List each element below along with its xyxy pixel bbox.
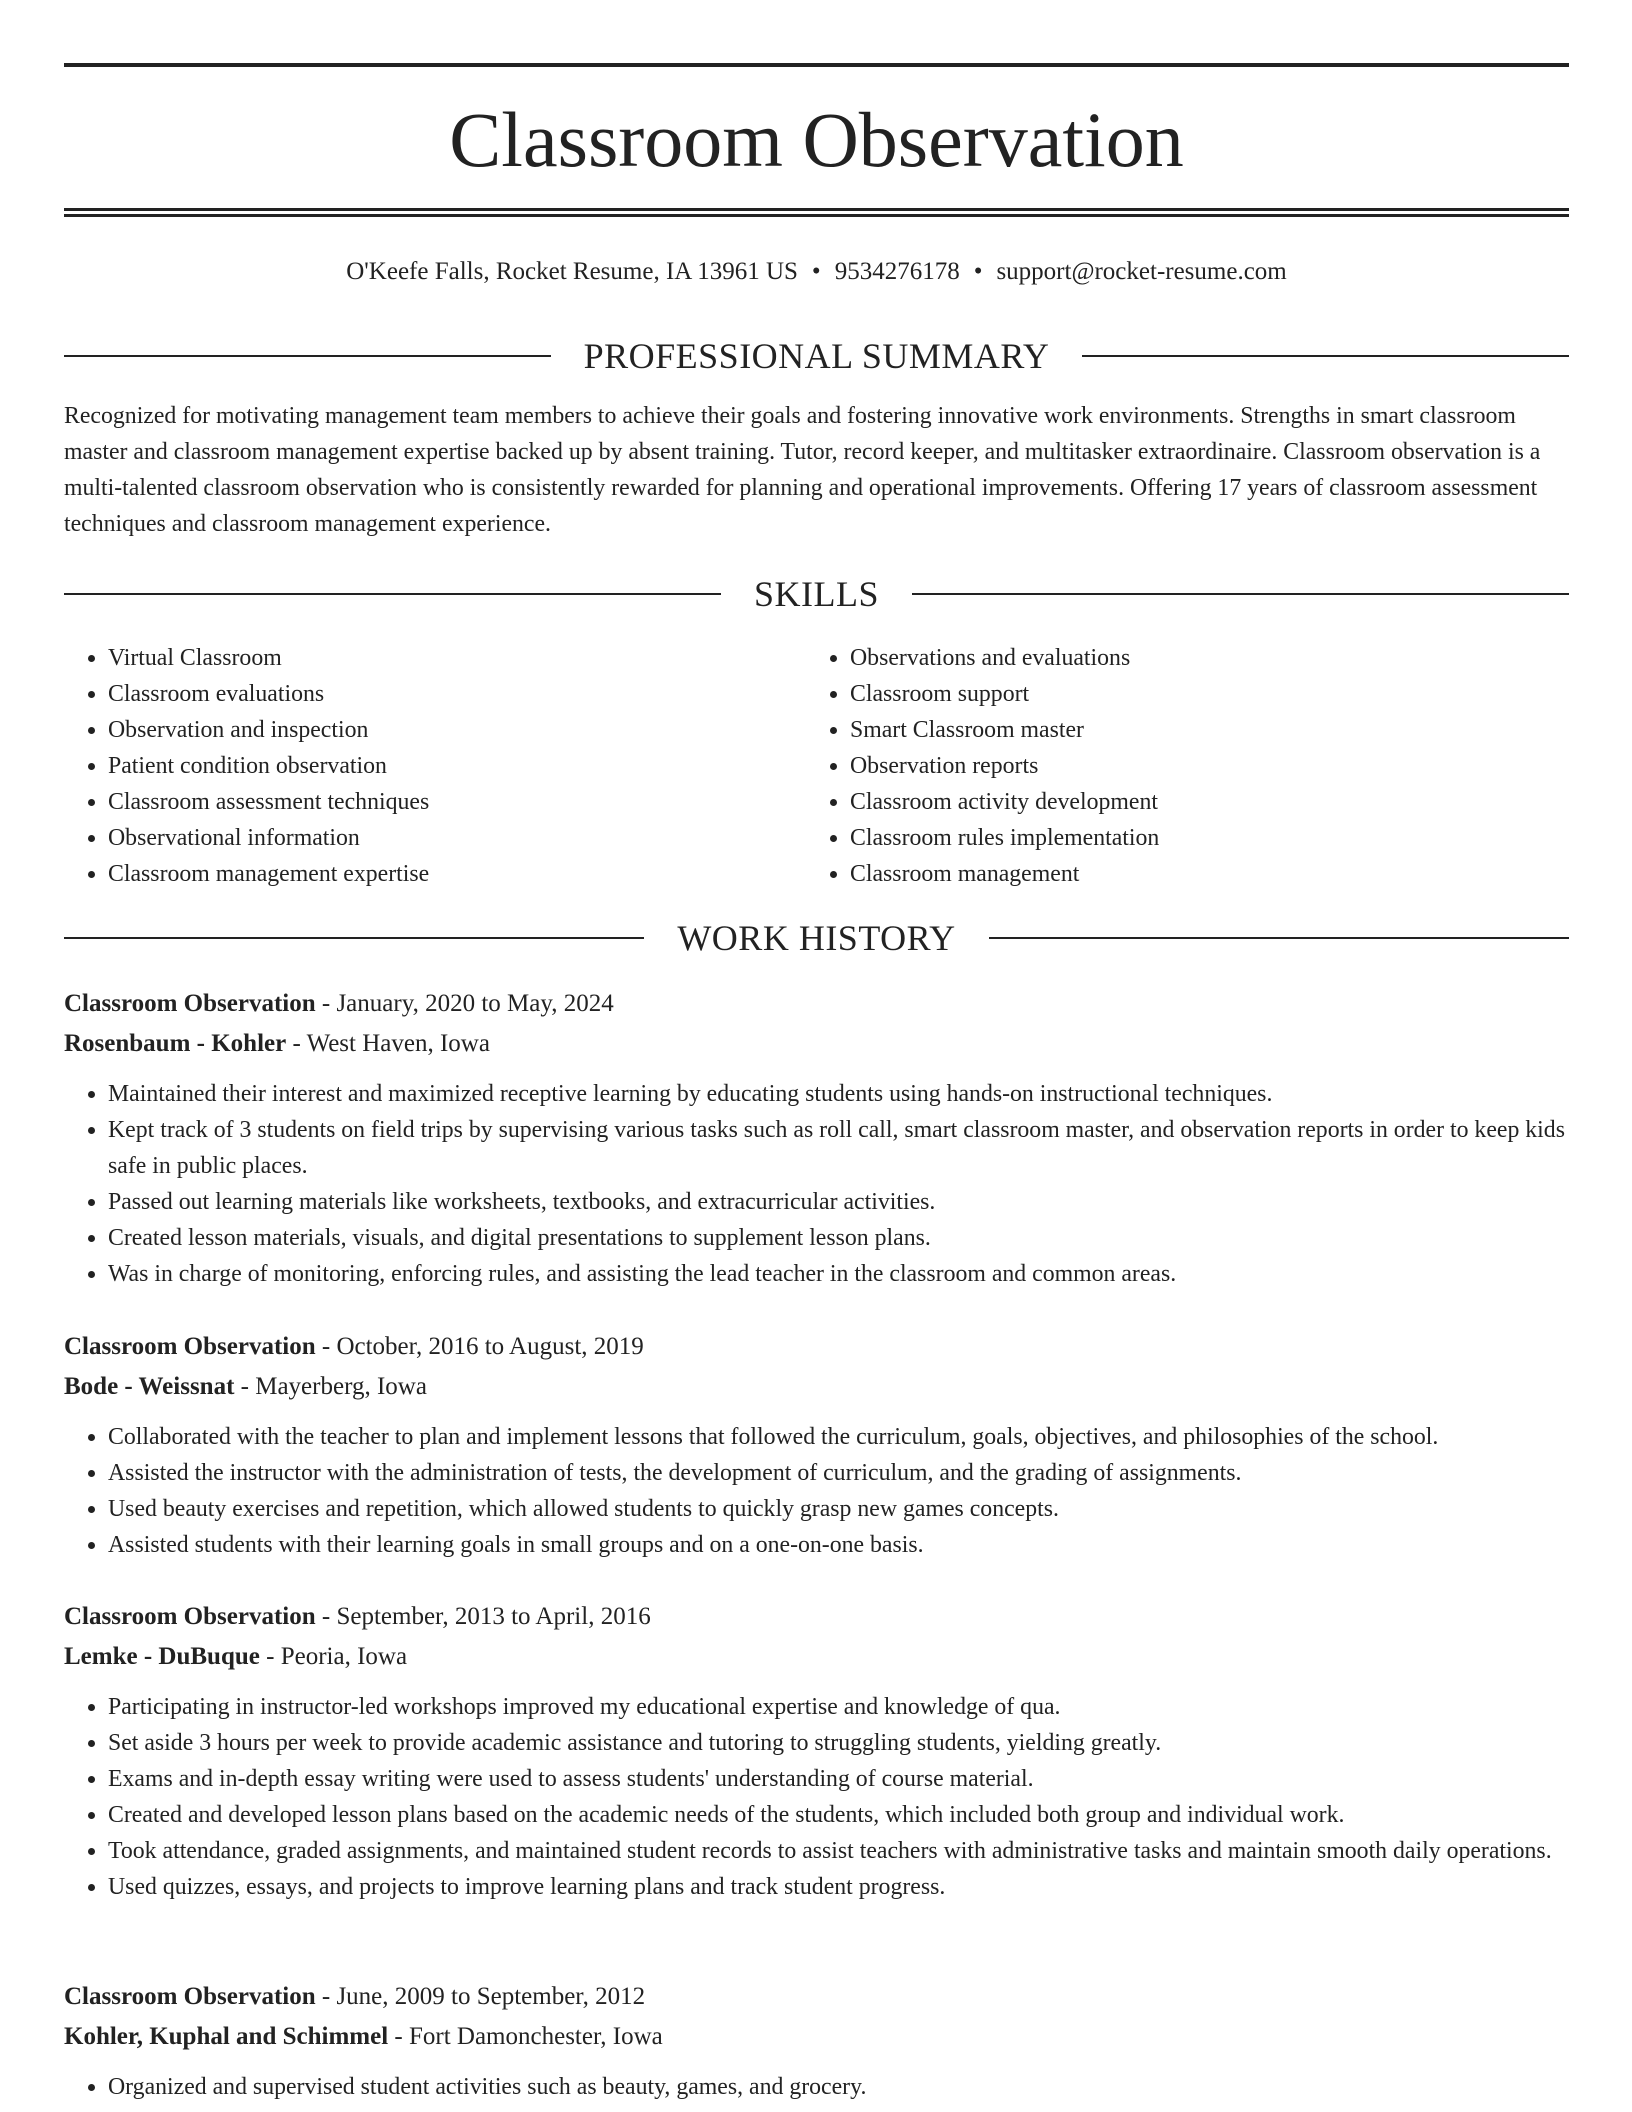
divider-line — [1082, 355, 1569, 357]
skill-item: • Virtual Classroom — [108, 640, 806, 676]
job-bullets — [64, 2069, 1569, 2105]
job-location: - Peoria, Iowa — [259, 1643, 408, 1670]
job-bullet: • Used quizzes, essays, and projects to improve learning plans and track student progress. — [108, 1869, 1569, 1905]
job-bullet: • Exams and in-depth essay writing were used to assess students' understanding of course material. — [108, 1761, 1569, 1797]
skill-item: • Classroom management expertise — [108, 856, 806, 892]
skill-item: • Classroom activity development — [850, 784, 1550, 820]
skills-column-right — [806, 640, 1550, 892]
skill-item: • Classroom rules implementation — [850, 820, 1550, 856]
job-bullet: • Used beauty exercises and repetition, which allowed students to quickly grasp new games concepts. — [108, 1491, 1569, 1527]
contact-address: O'Keefe Falls, Rocket Resume, IA 13961 US — [346, 258, 798, 285]
job-entry — [64, 1597, 1569, 1905]
divider-line — [64, 355, 551, 357]
job-title: Classroom Observation — [64, 1603, 316, 1630]
job-entry — [64, 1327, 1569, 1563]
job-company: Rosenbaum - Kohler — [64, 1030, 287, 1057]
job-entry — [64, 984, 1569, 1292]
job-company-line — [64, 2017, 1569, 2057]
contact-phone: 9534276178 — [834, 258, 960, 285]
skill-item: • Classroom evaluations — [108, 676, 806, 712]
job-title-line — [64, 1327, 1569, 1367]
job-title-line — [64, 1597, 1569, 1637]
job-bullet: • Assisted the instructor with the administration of tests, the development of curriculum, and the grading of assignments. — [108, 1455, 1569, 1491]
job-bullet: • Created lesson materials, visuals, and digital presentations to supplement lesson plans. — [108, 1220, 1569, 1256]
contact-email: support@rocket-resume.com — [996, 258, 1287, 285]
divider-line — [989, 937, 1569, 939]
job-title: Classroom Observation — [64, 1333, 316, 1360]
job-company: Kohler, Kuphal and Schimmel — [64, 2023, 389, 2050]
job-bullet: • Passed out learning materials like worksheets, textbooks, and extracurricular activities. — [108, 1184, 1569, 1220]
job-dates: - October, 2016 to August, 2019 — [315, 1333, 644, 1360]
job-company-line — [64, 1367, 1569, 1407]
job-location: - Fort Damonchester, Iowa — [388, 2023, 663, 2050]
job-title: Classroom Observation — [64, 990, 316, 1017]
skill-item: • Classroom assessment techniques — [108, 784, 806, 820]
title-double-rule — [64, 208, 1569, 217]
skill-item: • Observation reports — [850, 748, 1550, 784]
skill-item: • Observations and evaluations — [850, 640, 1550, 676]
job-bullet: • Created and developed lesson plans based on the academic needs of the students, which included both group and individual work. — [108, 1797, 1569, 1833]
job-entry — [64, 1977, 1569, 2105]
job-bullet: • Organized and supervised student activities such as beauty, games, and grocery. — [108, 2069, 1569, 2105]
job-title-line — [64, 1977, 1569, 2017]
job-bullets — [64, 1689, 1569, 1905]
divider-line — [64, 937, 644, 939]
section-header-work-history — [64, 914, 1569, 962]
divider-line — [912, 593, 1569, 595]
skill-item: • Observational information — [108, 820, 806, 856]
job-company-line — [64, 1637, 1569, 1677]
job-bullet: • Was in charge of monitoring, enforcing rules, and assisting the lead teacher in the classroom and common areas. — [108, 1256, 1569, 1292]
job-company-line — [64, 1024, 1569, 1064]
contact-line — [64, 252, 1569, 292]
skills-column-left — [64, 640, 806, 892]
job-company: Bode - Weissnat — [64, 1373, 235, 1400]
job-bullets — [64, 1419, 1569, 1563]
section-title: PROFESSIONAL SUMMARY — [583, 336, 1050, 376]
section-header-summary — [64, 332, 1569, 380]
job-bullet: • Collaborated with the teacher to plan and implement lessons that followed the curriculum, goals, objectives, and philosophies of the school. — [108, 1419, 1569, 1455]
skill-item: • Observation and inspection — [108, 712, 806, 748]
skills-list — [64, 640, 1569, 892]
skill-item: • Smart Classroom master — [850, 712, 1550, 748]
job-location: - Mayerberg, Iowa — [234, 1373, 427, 1400]
job-bullet: • Assisted students with their learning goals in small groups and on a one-on-one basis. — [108, 1527, 1569, 1563]
job-bullet: • Set aside 3 hours per week to provide academic assistance and tutoring to struggling students, yielding greatly. — [108, 1725, 1569, 1761]
job-title: Classroom Observation — [64, 1983, 316, 2010]
job-bullet: • Kept track of 3 students on field trips by supervising various tasks such as roll call, smart classroom master, and observation reports in order to keep kids safe in public places. — [108, 1112, 1569, 1184]
job-bullet: • Participating in instructor-led workshops improved my educational expertise and knowledge of qua. — [108, 1689, 1569, 1725]
job-title-line — [64, 984, 1569, 1024]
skill-item: • Patient condition observation — [108, 748, 806, 784]
section-title: SKILLS — [754, 574, 880, 614]
professional-summary-text: Recognized for motivating management team members to achieve their goals and fostering innovative work environments. Strengths in smart classroom master and classroom management expertise backed up by absent training. Tutor, record keeper, and multitasker extraordinaire. Classroom observation is a multi-talented classroom observation who is consistently rewarded for planning and operational improvements. Offering 17 years of classroom assessment techniques and classroom management experience. — [64, 403, 1541, 537]
resume-title: Classroom Observation — [449, 96, 1184, 183]
contact-separator: • — [811, 258, 821, 285]
section-title: WORK HISTORY — [677, 918, 956, 958]
job-dates: - June, 2009 to September, 2012 — [315, 1983, 646, 2010]
skill-item: • Classroom support — [850, 676, 1550, 712]
job-dates: - September, 2013 to April, 2016 — [315, 1603, 651, 1630]
divider-line — [64, 593, 721, 595]
job-location: - West Haven, Iowa — [286, 1030, 490, 1057]
job-bullets — [64, 1076, 1569, 1292]
job-bullet: • Maintained their interest and maximized receptive learning by educating students using hands-on instructional techniques. — [108, 1076, 1569, 1112]
job-bullet: • Took attendance, graded assignments, and maintained student records to assist teachers with administrative tasks and maintain smooth daily operations. — [108, 1833, 1569, 1869]
skill-item: • Classroom management — [850, 856, 1550, 892]
job-company: Lemke - DuBuque — [64, 1643, 260, 1670]
job-dates: - January, 2020 to May, 2024 — [315, 990, 614, 1017]
top-rule — [64, 63, 1569, 67]
contact-separator: • — [973, 258, 983, 285]
section-header-skills — [64, 570, 1569, 618]
